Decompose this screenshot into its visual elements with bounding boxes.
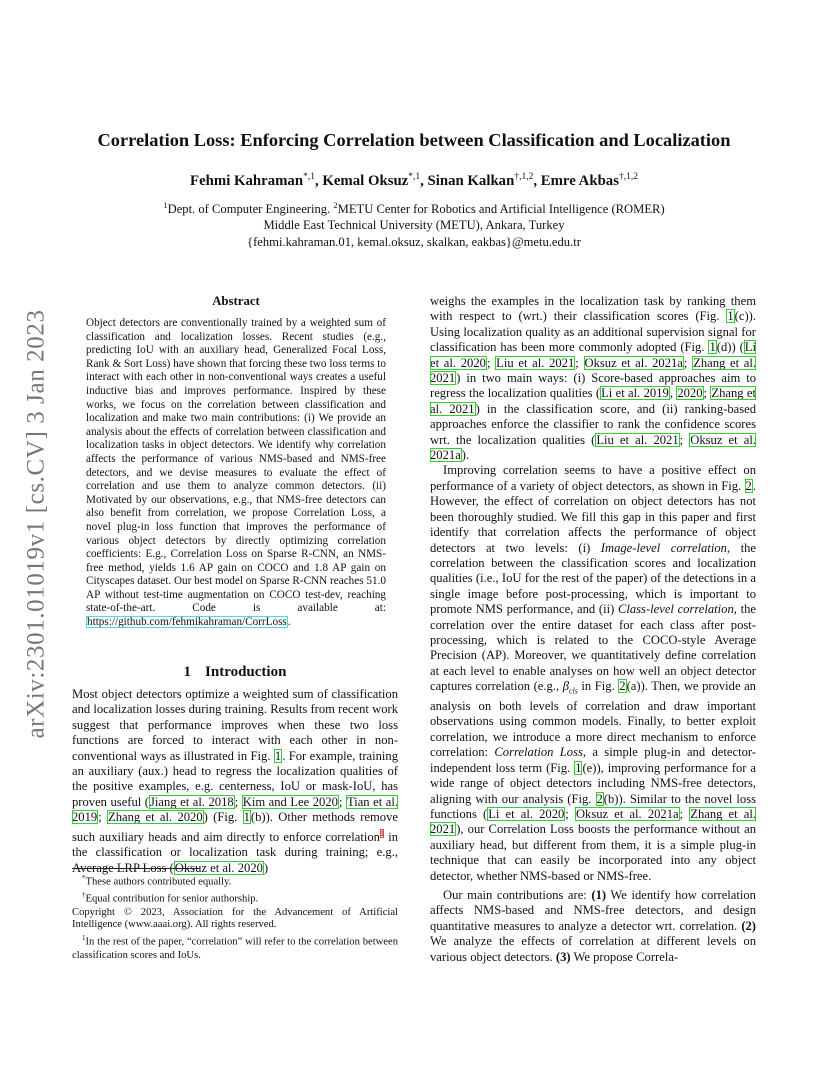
contributions-paragraph xyxy=(430,888,756,965)
citation-link[interactable]: Zhang et al. 2021 xyxy=(430,806,757,837)
footnote-reference-link[interactable]: 1 xyxy=(379,828,384,838)
author-emails: {fehmi.kahraman.01, kemal.oksuz, skalkan, eakbas}@metu.edu.tr xyxy=(247,234,581,249)
text-run: in the classification or localization task during training; e.g., Average LRP Loss ( xyxy=(72,829,398,875)
author-affiliation-mark: †,1,2 xyxy=(618,172,638,182)
text-run: ). xyxy=(461,448,470,463)
text-run: ; xyxy=(98,810,107,825)
text-run: ; xyxy=(683,355,693,370)
introduction-paragraph-2 xyxy=(430,294,756,463)
footnote-mark: † xyxy=(82,891,86,900)
copyright-notice: Copyright © 2023, Association for the Advancement of Artificial Intelligence (www.aaai.org). All rights reserved. xyxy=(72,906,398,931)
code-url-link[interactable]: https://github.com/fehmikahraman/CorrLoss xyxy=(87,616,287,629)
arxiv-identifier-sidebar xyxy=(21,298,53,750)
text-run: We propose Correla- xyxy=(570,949,679,964)
affiliation-center: METU Center for Robotics and Artificial Intelligence (ROMER) xyxy=(337,202,665,217)
author-affiliation-mark: *,1 xyxy=(408,172,421,182)
figure-reference-link[interactable]: 2 xyxy=(619,679,626,694)
bold-text: (3) xyxy=(555,949,571,964)
subscript-text: cls xyxy=(568,686,578,696)
text-run: ; xyxy=(565,806,575,821)
citation-link[interactable]: Tian et al. 2019 xyxy=(72,794,398,825)
text-run: ; xyxy=(703,386,711,401)
text-run: (e)), improving performance for a wide range of object detectors including NMS-free detectors, aligning with our analysis (Fig. xyxy=(430,760,756,806)
bold-text: (1) xyxy=(591,887,607,902)
text-run: ) (Fig. xyxy=(203,810,243,825)
citation-link[interactable]: Liu et al. 2021 xyxy=(596,432,679,447)
abstract-heading: Abstract xyxy=(212,294,260,308)
emphasis-text: Correlation Loss xyxy=(494,745,583,760)
text-run: , a simple plug-in and detector-independent loss term (Fig. xyxy=(430,745,756,775)
citation-link[interactable]: Oksuz et al. 2021a xyxy=(575,806,679,821)
citation-link[interactable]: Oksuz et al. 2021a xyxy=(430,432,756,463)
figure-reference-link[interactable]: 2 xyxy=(745,478,752,493)
arxiv-stamp: arXiv:2301.01019v1 [cs.CV] 3 Jan 2023 xyxy=(23,309,51,739)
citation-link[interactable]: Li et al. 2019 xyxy=(601,386,669,401)
affiliation-dept: Dept. of Computer Engineering. xyxy=(167,202,334,217)
abstract-body xyxy=(86,317,386,630)
introduction-paragraph-3 xyxy=(430,463,756,883)
author-name: Sinan Kalkan xyxy=(427,172,515,189)
text-run: ), our Correlation Loss boosts the performance without an auxiliary head, but different from them, it is a simple plug-in technique that can easily be incorporated into any object detector, whether NMS-based or NMS-free. xyxy=(430,822,756,883)
section-number: 1 xyxy=(183,664,192,680)
footnote-mark: 1 xyxy=(82,934,86,943)
left-column-abstract xyxy=(86,294,386,630)
text-run: ) xyxy=(263,860,269,875)
citation-link[interactable]: Li et al. 2020 xyxy=(488,806,565,821)
author-name: Fehmi Kahraman xyxy=(190,172,304,189)
citation-link[interactable]: Zhang et al. 2021 xyxy=(430,386,756,416)
author-separator: , xyxy=(420,172,428,189)
citation-link[interactable]: 2020 xyxy=(677,386,703,401)
author-separator: , xyxy=(314,172,323,189)
section-title-text: Introduction xyxy=(205,664,287,680)
affiliations xyxy=(60,197,768,250)
text-run: ; xyxy=(338,794,346,809)
text-run: ; xyxy=(234,794,242,809)
emphasis-text: Image-level correlation xyxy=(600,540,727,555)
footnotes xyxy=(72,872,398,962)
text-run: in Fig. xyxy=(577,679,619,694)
citation-link[interactable]: Li et al. 2020 xyxy=(430,340,756,370)
introduction-section xyxy=(72,664,398,876)
text-run: (b)). Similar to the novel loss functions ( xyxy=(430,791,756,821)
emphasis-text: β xyxy=(562,679,569,694)
introduction-paragraph-1 xyxy=(72,687,398,876)
text-run: ; xyxy=(486,355,496,370)
footnote-divider xyxy=(72,868,200,869)
citation-link[interactable]: Oksuz et al. 2021a xyxy=(584,355,683,370)
text-run: (a)). Then, we provide an analysis on both levels of correlation and draw important observations using common models. Finally, to better exploit correlation, we introduce a more direct mechanism to enforce correlation: xyxy=(430,679,756,760)
emphasis-text: Class-level correlation xyxy=(617,602,734,617)
author-name: Kemal Oksuz xyxy=(322,172,409,189)
text-run: (d)) ( xyxy=(716,340,744,355)
footnote-correlation-definition xyxy=(72,932,398,962)
author-list xyxy=(60,172,768,190)
text-run: (c)). Using localization quality as an additional supervision signal for classification has been more commonly adopted (Fig. xyxy=(430,309,756,355)
citation-link[interactable]: Zhang et al. 2020 xyxy=(108,810,203,825)
footnote-text: In the rest of the paper, “correlation” will refer to the correlation between classification scores and IoUs. xyxy=(72,936,398,961)
text-run: ) in the classification score, and (ii) ranking-based approaches enforce the classifier to rank the confidence scores wrt. the localization qualities ( xyxy=(430,401,757,447)
footnote-text: Equal contribution for senior authorship. xyxy=(85,893,259,905)
citation-link[interactable]: Oksuz et al. 2020 xyxy=(174,860,263,875)
author-affiliation-mark: *,1 xyxy=(303,172,315,182)
footnote-equal-contribution xyxy=(72,872,398,889)
figure-reference-link[interactable]: 2 xyxy=(596,791,603,806)
abstract-text: Object detectors are conventionally trained by a weighted sum of classification and localization losses. Recent studies (e.g., predicting IoU with an auxiliary head, Generalized Focal Loss, Rank & Sort Loss) have shown that forcing these two loss terms to interact with each other in non-conventional ways creates a useful inductive bias and improves performance. Inspired by these works, we focus on the correlation between classification and localization and make two main contributions: (i) We provide an analysis about the effects of correlation between classification and localization tasks in object detectors. We identify why correlation affects the performance of various NMS-based and NMS-free detectors, and we devise measures to evaluate the effect of correlation and use them to analyze common detectors. (ii) Motivated by our observations, e.g., that NMS-free detectors can also benefit from correlation, we propose Correlation Loss, a novel plug-in loss function that improves the performance of various object detectors by directly optimizing correlation coefficients: E.g., Correlation Loss on Sparse R-CNN, an NMS-free method, yields 1.6 AP gain on COCO and 1.8 AP gain on Cityscapes dataset. Our best model on Sparse R-CNN reaches 51.0 AP without test-time augmentation on COCO test-dev, reaching state-of-the-art. Code is available at: xyxy=(86,317,386,615)
text-run: Our main contributions are: xyxy=(443,887,592,902)
abstract-end: . xyxy=(287,616,291,629)
citation-link[interactable]: Zhang et al. 2021 xyxy=(430,355,757,386)
citation-link[interactable]: Liu et al. 2021 xyxy=(496,355,575,370)
introduction-heading xyxy=(72,664,398,681)
text-run: weighs the examples in the localization task by ranking them with respect to (wrt.) their classification scores (Fig. xyxy=(430,294,756,324)
text-run: . For example, training an auxiliary (aux.) head to regress the localization qualities of the positive examples, e.g. centerness, IoU or mask-IoU, has proven useful ( xyxy=(72,748,398,809)
text-run: . However, the effect of correlation on object detectors has not been thoroughly studied. We fill this gap in this paper and first identify that correlation affects the performance of object detectors at two levels: (i) xyxy=(430,478,756,555)
text-run: (b)). Other methods remove such auxiliary heads and aim directly to enforce correlation xyxy=(72,810,398,844)
figure-reference-link[interactable]: 1 xyxy=(243,810,250,825)
figure-reference-link[interactable]: 1 xyxy=(709,340,716,355)
footnote-senior-authorship xyxy=(72,889,398,906)
text-run: We analyze the effects of correlation at different levels on various object detectors. xyxy=(430,934,756,964)
author-affiliation-mark: †,1,2 xyxy=(514,172,534,182)
text-run: ; xyxy=(679,806,690,821)
text-run: , the correlation between the classification scores and localization qualities (i.e., IoU for the rest of the paper) of the detections in a single image before post-processing, which is important to promote NMS performance, and (ii) xyxy=(430,540,756,617)
text-run: ; xyxy=(575,355,584,370)
paper-title: Correlation Loss: Enforcing Correlation between Classification and Localization xyxy=(97,130,731,150)
affiliation-mark-2: 2 xyxy=(333,200,338,210)
citation-link[interactable]: Jiang et al. 2018 xyxy=(150,794,234,809)
figure-reference-link[interactable]: 1 xyxy=(575,760,582,775)
bold-text: (2) xyxy=(741,918,756,933)
affiliation-line-1 xyxy=(60,197,768,217)
text-run: ; xyxy=(679,432,690,447)
footnote-mark: * xyxy=(82,874,86,882)
text-run: We identify how correlation affects NMS-based and NMS-free detectors, and design quantitative measures to analyze a detector wrt. correlation. xyxy=(430,887,756,933)
figure-reference-link[interactable]: 1 xyxy=(274,748,282,763)
author-name: Emre Akbas xyxy=(540,172,619,189)
text-run: , xyxy=(669,386,677,401)
right-column-introduction xyxy=(430,294,756,965)
author-separator: , xyxy=(533,172,541,189)
text-run: , the correlation over the entire dataset for each class after post-processing, which is related to the COCO-style Average Precision (AP). Moreover, we quantitatively define correlation at each level to enable analyses on how well an object detector captures correlation (e.g., xyxy=(430,602,756,694)
citation-link[interactable]: Kim and Lee 2020 xyxy=(242,794,338,809)
figure-reference-link[interactable]: 1 xyxy=(727,309,734,324)
text-run: ) in two main ways: (i) Score-based approaches aim to regress the localization qualities ( xyxy=(430,371,756,401)
affiliation-line-2: Middle East Technical University (METU), Ankara, Turkey xyxy=(263,218,565,233)
footnote-text: These authors contributed equally. xyxy=(85,876,232,888)
affiliation-mark-1: 1 xyxy=(163,200,168,210)
text-run: Improving correlation seems to have a positive effect on performance of a variety of object detectors, as shown in Fig. xyxy=(430,463,756,493)
text-run: Most object detectors optimize a weighted sum of classification and localization losses during training. Results from recent work suggest that performance improves when these two loss functions are forced to interact with each other in non-conventional ways as illustrated in Fig. xyxy=(72,687,398,763)
